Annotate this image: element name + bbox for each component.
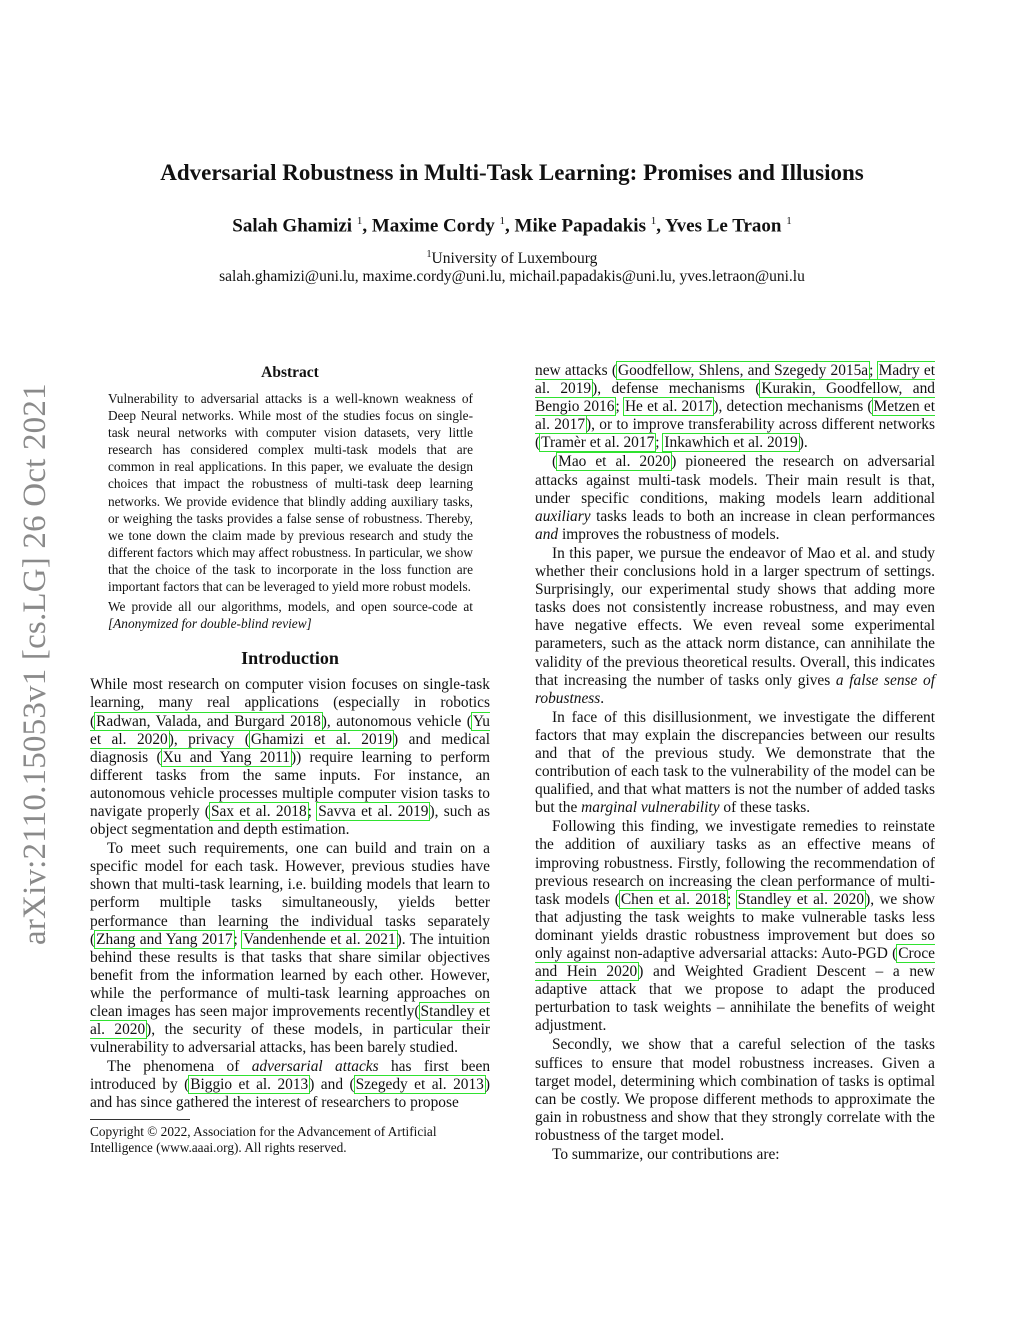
left-column [90, 360, 490, 1156]
anonymized-link-text: [Anonymized for double-blind review] [108, 616, 312, 632]
paper-title: Adversarial Robustness in Multi-Task Learning: Promises and Illusions [160, 160, 864, 185]
introduction-heading: Introduction [241, 648, 339, 669]
affiliation [0, 249, 1024, 268]
text: ) and ( [309, 1076, 355, 1094]
copyright-footnote: Copyright © 2022, Association for the Advancement of Artificial Intelligence (www.aaai.org). All rights reserved. [90, 1123, 437, 1155]
abstract-heading: Abstract [261, 364, 319, 381]
arxiv-identifier-stamp: arXiv:2110.15053v1 [cs.LG] 26 Oct 2021 [17, 383, 53, 945]
author-emails: salah.ghamizi@uni.lu, maxime.cordy@uni.lu, michail.papadakis@uni.lu, yves.letraon@uni.lu [219, 268, 805, 285]
citation-link[interactable]: Goodfellow, Shlens, and Szegedy 2015a [617, 362, 869, 379]
author-affiliation-mark: 1 [650, 215, 657, 227]
intro-paragraph [90, 840, 490, 1057]
citation-link[interactable]: Szegedy et al. 2013 [355, 1076, 484, 1094]
text: The phenomena of [107, 1058, 252, 1076]
emphasis-text: and [535, 525, 559, 543]
text: of these tasks. [719, 799, 811, 817]
citation-link[interactable]: Biggio et al. 2013 [190, 1076, 309, 1094]
text: ; [615, 398, 624, 416]
citation-link[interactable]: Vandenhende et al. 2021 [243, 930, 396, 948]
body-paragraph [535, 818, 935, 1035]
text: ; [655, 434, 664, 452]
text: ). [798, 434, 808, 452]
citation-link[interactable]: Radwan, Valada, and Burgard 2018 [96, 712, 321, 730]
intro-paragraph [90, 676, 490, 839]
text: ), autonomous vehicle ( [321, 712, 472, 730]
body-paragraph [535, 453, 935, 543]
text: ; [869, 362, 878, 379]
text: ) and Weighted Gradient Descent – a new adaptive attack that we propose to adapt the produced perturbation to task weights – annihilate the benefits of weight adjustment. [535, 963, 935, 1035]
body-paragraph: To summarize, our contributions are: [552, 1146, 780, 1164]
author-name: Salah Ghamizi [232, 215, 353, 237]
text: While most research on computer vision focuses on single-task learning, many real applications (especially in robotics ( [90, 676, 490, 730]
body-paragraph [535, 545, 935, 708]
text: ), the security of these models, in particular their vulnerability to adversarial attacks, has been barely studied. [90, 1021, 490, 1057]
citation-link[interactable]: Yu et al. 2020 [90, 712, 490, 748]
citation-link[interactable]: Standley et al. 2020 [737, 890, 865, 908]
text: In face of this disillusionment, we investigate the different factors that may explain the discrepancies between our results and that of the previous study. We demonstrate that the contribution of each task to the vulnerability of the model can be qualified, and that what matters is not the number of added tasks but the [535, 708, 935, 817]
citation-link[interactable]: Madry et al. 2019 [535, 362, 936, 398]
text: To meet such requirements, one can build and train on a specific model for each task. However, previous studies have shown that multi-task learning, i.e. building models that learn to perform multiple tasks simultaneously, yields better performance than learning the individual tasks separately ( [90, 840, 490, 948]
text: ; [307, 802, 318, 820]
body-paragraph [535, 362, 935, 452]
citation-link[interactable]: Metzen et al. 2017 [535, 398, 936, 434]
text: ; [233, 930, 243, 948]
citation-link[interactable]: Xu and Yang 2011 [162, 748, 290, 766]
right-column [535, 362, 935, 1165]
citation-link[interactable]: Kurakin, Goodfellow, and Bengio 2016 [535, 380, 935, 416]
affiliation-name: University of Luxembourg [431, 250, 598, 268]
citation-link[interactable]: Croce and Hein 2020 [535, 945, 935, 981]
footnote-divider [90, 1119, 190, 1120]
intro-paragraph [90, 1058, 490, 1112]
author-name: Maxime Cordy [371, 215, 495, 237]
text: ), or to improve transferability across different networks ( [535, 416, 935, 452]
citation-link[interactable]: Ghamizi et al. 2019 [250, 730, 393, 748]
text: . [600, 689, 605, 707]
text: ), such as object segmentation and depth estimation. [90, 802, 491, 839]
abstract-paragraph [108, 598, 473, 632]
text: ), privacy ( [168, 730, 250, 748]
text: ). The intuition behind these results is that tasks that share similar objectives benefit from the information learned by each other. However, while the performance of multi-task learning approaches on clean images has seen major improvements recently( [90, 930, 490, 1020]
text: ), we show that adjusting the task weights to make vulnerable tasks less dominant yields drastic robustness improvement but does so only against non-adaptive adversarial attacks: Auto-PGD ( [535, 890, 936, 962]
author-affiliation-mark: 1 [499, 215, 506, 227]
abstract-paragraph: Vulnerability to adversarial attacks is a well-known weakness of Deep Neural networks. While most of the studies focus on single-task neural networks with computer vision datasets, very little research has considered complex multi-task models that are common in real applications. In this paper, we evaluate the design choices that impact the robustness of multi-task deep learning networks. We provide evidence that blindly adding auxiliary tasks, or weighing the tasks provides a false sense of robustness. Thereby, we tone down the claim made by previous research and study the different factors which may affect robustness. In particular, we show that the choice of the task to incorporate in the loss function are important factors that can be leveraged to yield more robust models. [108, 391, 473, 595]
emphasis-text: a false sense of robustness [535, 671, 935, 707]
text: ( [552, 453, 558, 471]
citation-link[interactable]: Chen et al. 2018 [620, 890, 727, 908]
text: In this paper, we pursue the endeavor of Mao et al. and study whether their conclusions hold in a larger spectrum of settings. Surprisingly, our experimental study shows that adding more tasks does not consistently increase robustness, and may even have negative effects. We even reveal some experimental parameters, such as the attack norm distance, can annihilate the validity of the previous theoretical results. Overall, this indicates that increasing the number of tasks only gives [535, 544, 935, 689]
text: improves the robustness of models. [558, 525, 780, 543]
text: Following this finding, we investigate remedies to reinstate the addition of auxiliary tasks as an effective means of improving robustness. Firstly, following the recommendation of previous research on increasing the clean performance of multi-task models ( [535, 818, 935, 908]
emphasis-text: adversarial attacks [251, 1058, 379, 1076]
citation-link[interactable]: Savva et al. 2019 [318, 802, 429, 820]
text: ) and has since gathered the interest of researchers to propose [90, 1076, 491, 1112]
introduction-body [90, 676, 490, 1112]
citation-link[interactable]: He et al. 2017 [624, 398, 713, 416]
citation-link[interactable]: Mao et al. 2020 [558, 453, 671, 471]
body-paragraph: Secondly, we show that a careful selection of the tasks suffices to ensure that model robustness increases. Given a target model, determining which combination of tasks is optimal can be costly. We propose different methods to approximate the gain in robustness and show that they strongly correlate with the robustness of the target model. [535, 1036, 935, 1144]
body-paragraph [535, 709, 935, 818]
text: ), detection mechanisms ( [713, 398, 873, 416]
text: ) and medical diagnosis ( [90, 730, 490, 766]
emphasis-text: marginal vulnerability [581, 799, 720, 817]
citation-link[interactable]: Inkawhich et al. 2019 [664, 434, 798, 452]
author-name: Yves Le Traon [665, 215, 782, 237]
affiliation-mark: 1 [426, 249, 432, 260]
text: has first been introduced by ( [90, 1058, 491, 1094]
citation-link[interactable]: Zhang and Yang 2017 [96, 930, 233, 948]
citation-link[interactable]: Sax et al. 2018 [210, 802, 307, 820]
text: ) pioneered the research on adversarial attacks against multi-task models. Their main result is that, under specific conditions, making models learn additional [535, 453, 935, 507]
text: new attacks ( [535, 362, 617, 379]
citation-link[interactable]: Tramèr et al. 2017 [541, 434, 655, 452]
text: ), defense mechanisms ( [592, 380, 761, 398]
author-list: Salah Ghamizi $^1$, Maxime Cordy $^1$, Mike Papadakis $^1$, Yves Le Traon $^1$ [232, 215, 792, 237]
abstract-text: We provide all our algorithms, models, and open source-code at [108, 599, 473, 615]
text: tasks leads to both an increase in clean performances [590, 507, 935, 525]
author-affiliation-mark: 1 [356, 215, 363, 227]
emphasis-text: auxiliary [535, 507, 591, 525]
text: )) require learning to perform different tasks from the same inputs. For instance, an autonomous vehicle processes multiple computer vision tasks to navigate properly ( [90, 748, 490, 820]
author-name: Mike Papadakis [514, 215, 646, 237]
abstract [90, 390, 490, 632]
citation-link[interactable]: Standley et al. 2020 [90, 1003, 490, 1039]
text: ; [727, 890, 737, 908]
author-affiliation-mark: 1 [786, 215, 792, 227]
